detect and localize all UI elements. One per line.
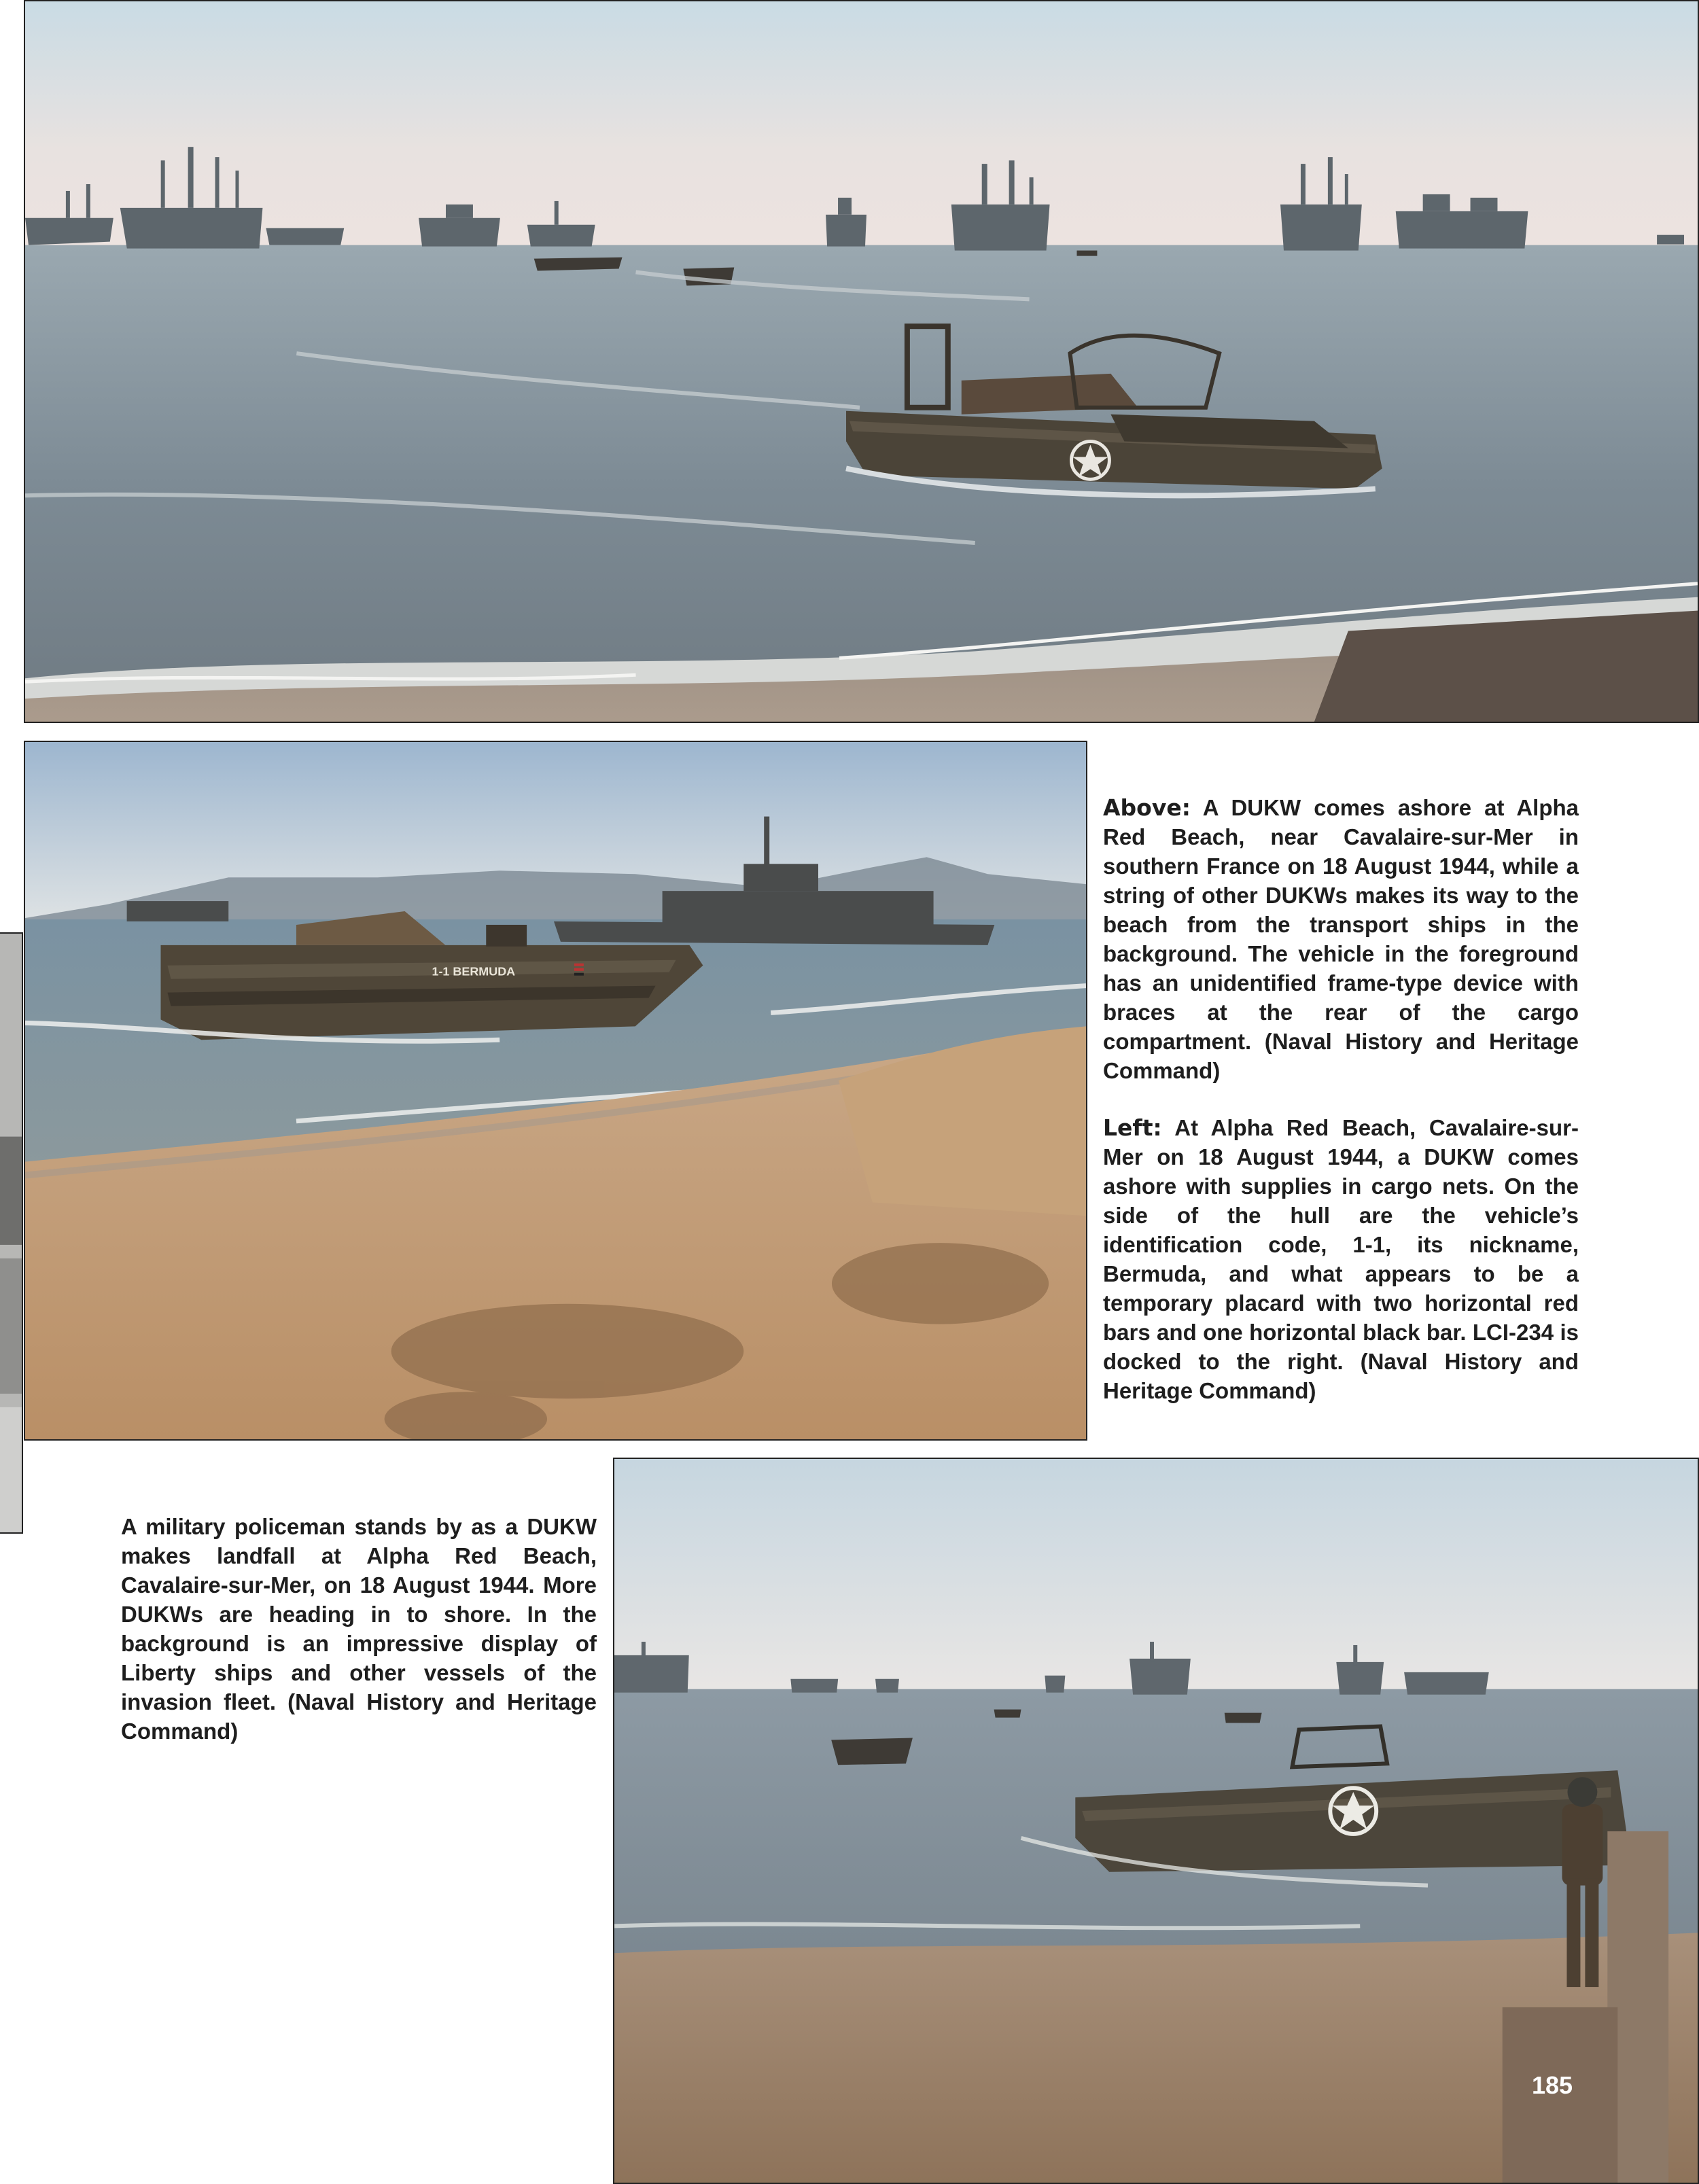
caption-above (1103, 793, 1579, 1085)
page-number: 185 (1532, 2071, 1573, 2099)
hull-marking: 1-1 BERMUDA (432, 964, 516, 979)
photo-dukw-bermuda (24, 741, 1087, 1441)
caption-left-lead: Left: (1103, 1114, 1162, 1141)
caption-above-text: A DUKW comes ashore at Alpha Red Beach, near Cavalaire-sur-Mer in southern France on 18 August 1944, while a string of other DUKWs makes its way to the beach from the transport ships in the background. The vehicle in the foreground has an unidentified frame-type device with braces at the rear of the cargo compartment. (Naval History and Heritage Command) (1103, 795, 1579, 1083)
caption-bottom: A military policeman stands by as a DUKW makes landfall at Alpha Red Beach, Cavalaire-sur-Mer, on 18 August 1944. More DUKWs are heading in to shore. In the background is an impressive display of Liberty ships and other vessels of the invasion fleet. (Naval History and Heritage Command) (121, 1514, 597, 1744)
caption-left-text: At Alpha Red Beach, Cavalaire-sur-Mer on 18 August 1944, a DUKW comes ashore with supplies in cargo nets. On the side of the hull are the vehicle’s identification code, 1-1, its nickname, Bermuda, and what appears to be a temporary placard with two horizontal red bars and one horizontal black bar. LCI-234 is docked to the right. (Naval History and Heritage Command) (1103, 1115, 1579, 1403)
photo-dukw-ashore-alpha-red-beach (24, 0, 1699, 723)
adjacent-photo-edge (0, 932, 23, 1534)
caption-left (1103, 1113, 1579, 1405)
caption-above-lead: Above: (1103, 794, 1191, 821)
